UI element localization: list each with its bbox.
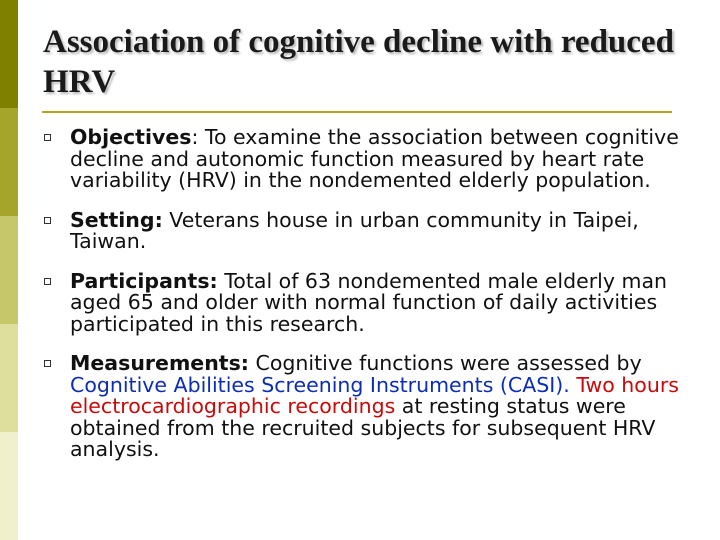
bullet-list xyxy=(43,127,683,461)
bullet-item-measurements xyxy=(43,353,683,461)
ecg-highlight: Two hours electrocardiographic recordings xyxy=(70,372,679,418)
bullet-label: Measurements: xyxy=(70,351,250,375)
bullet-label: Participants: xyxy=(70,268,218,293)
casi-highlight: Cognitive Abilities Screening Instruments (CASI). xyxy=(70,372,570,397)
bullet-text: Total of 63 nondemented male elderly man aged 65 and older with normal function of daily activities participated in this research. xyxy=(70,268,668,336)
title-underline xyxy=(42,111,672,113)
square-bullet-icon xyxy=(44,134,51,141)
sidebar-decoration xyxy=(0,0,18,540)
square-bullet-icon xyxy=(44,217,51,224)
sidebar-segment xyxy=(0,0,18,108)
bullet-text: Cognitive functions were assessed by xyxy=(255,351,642,375)
sidebar-segment xyxy=(0,108,18,216)
bullet-separator: : xyxy=(191,125,205,149)
bullet-text: To examine the association between cognitive decline and autonomic function measured by heart rate variability (HRV) in the nondemented elderly population. xyxy=(70,125,679,192)
sidebar-segment xyxy=(0,216,18,324)
bullet-label: Objectives xyxy=(70,125,192,149)
bullet-item-objectives xyxy=(43,127,683,192)
bullet-item-participants xyxy=(43,268,683,336)
bullet-item-setting xyxy=(43,207,683,253)
slide-title: Association of cognitive decline with reduced HRV xyxy=(43,24,674,100)
bullet-label: Setting: xyxy=(70,207,163,232)
square-bullet-icon xyxy=(44,360,51,367)
sidebar-segment xyxy=(0,432,18,540)
bullet-text: Veterans house in urban community in Taipei, Taiwan. xyxy=(70,207,639,253)
square-bullet-icon xyxy=(44,278,51,285)
sidebar-segment xyxy=(0,324,18,432)
bullet-text-tail: at resting status were obtained from the recruited subjects for subsequent HRV analysis. xyxy=(70,394,656,461)
